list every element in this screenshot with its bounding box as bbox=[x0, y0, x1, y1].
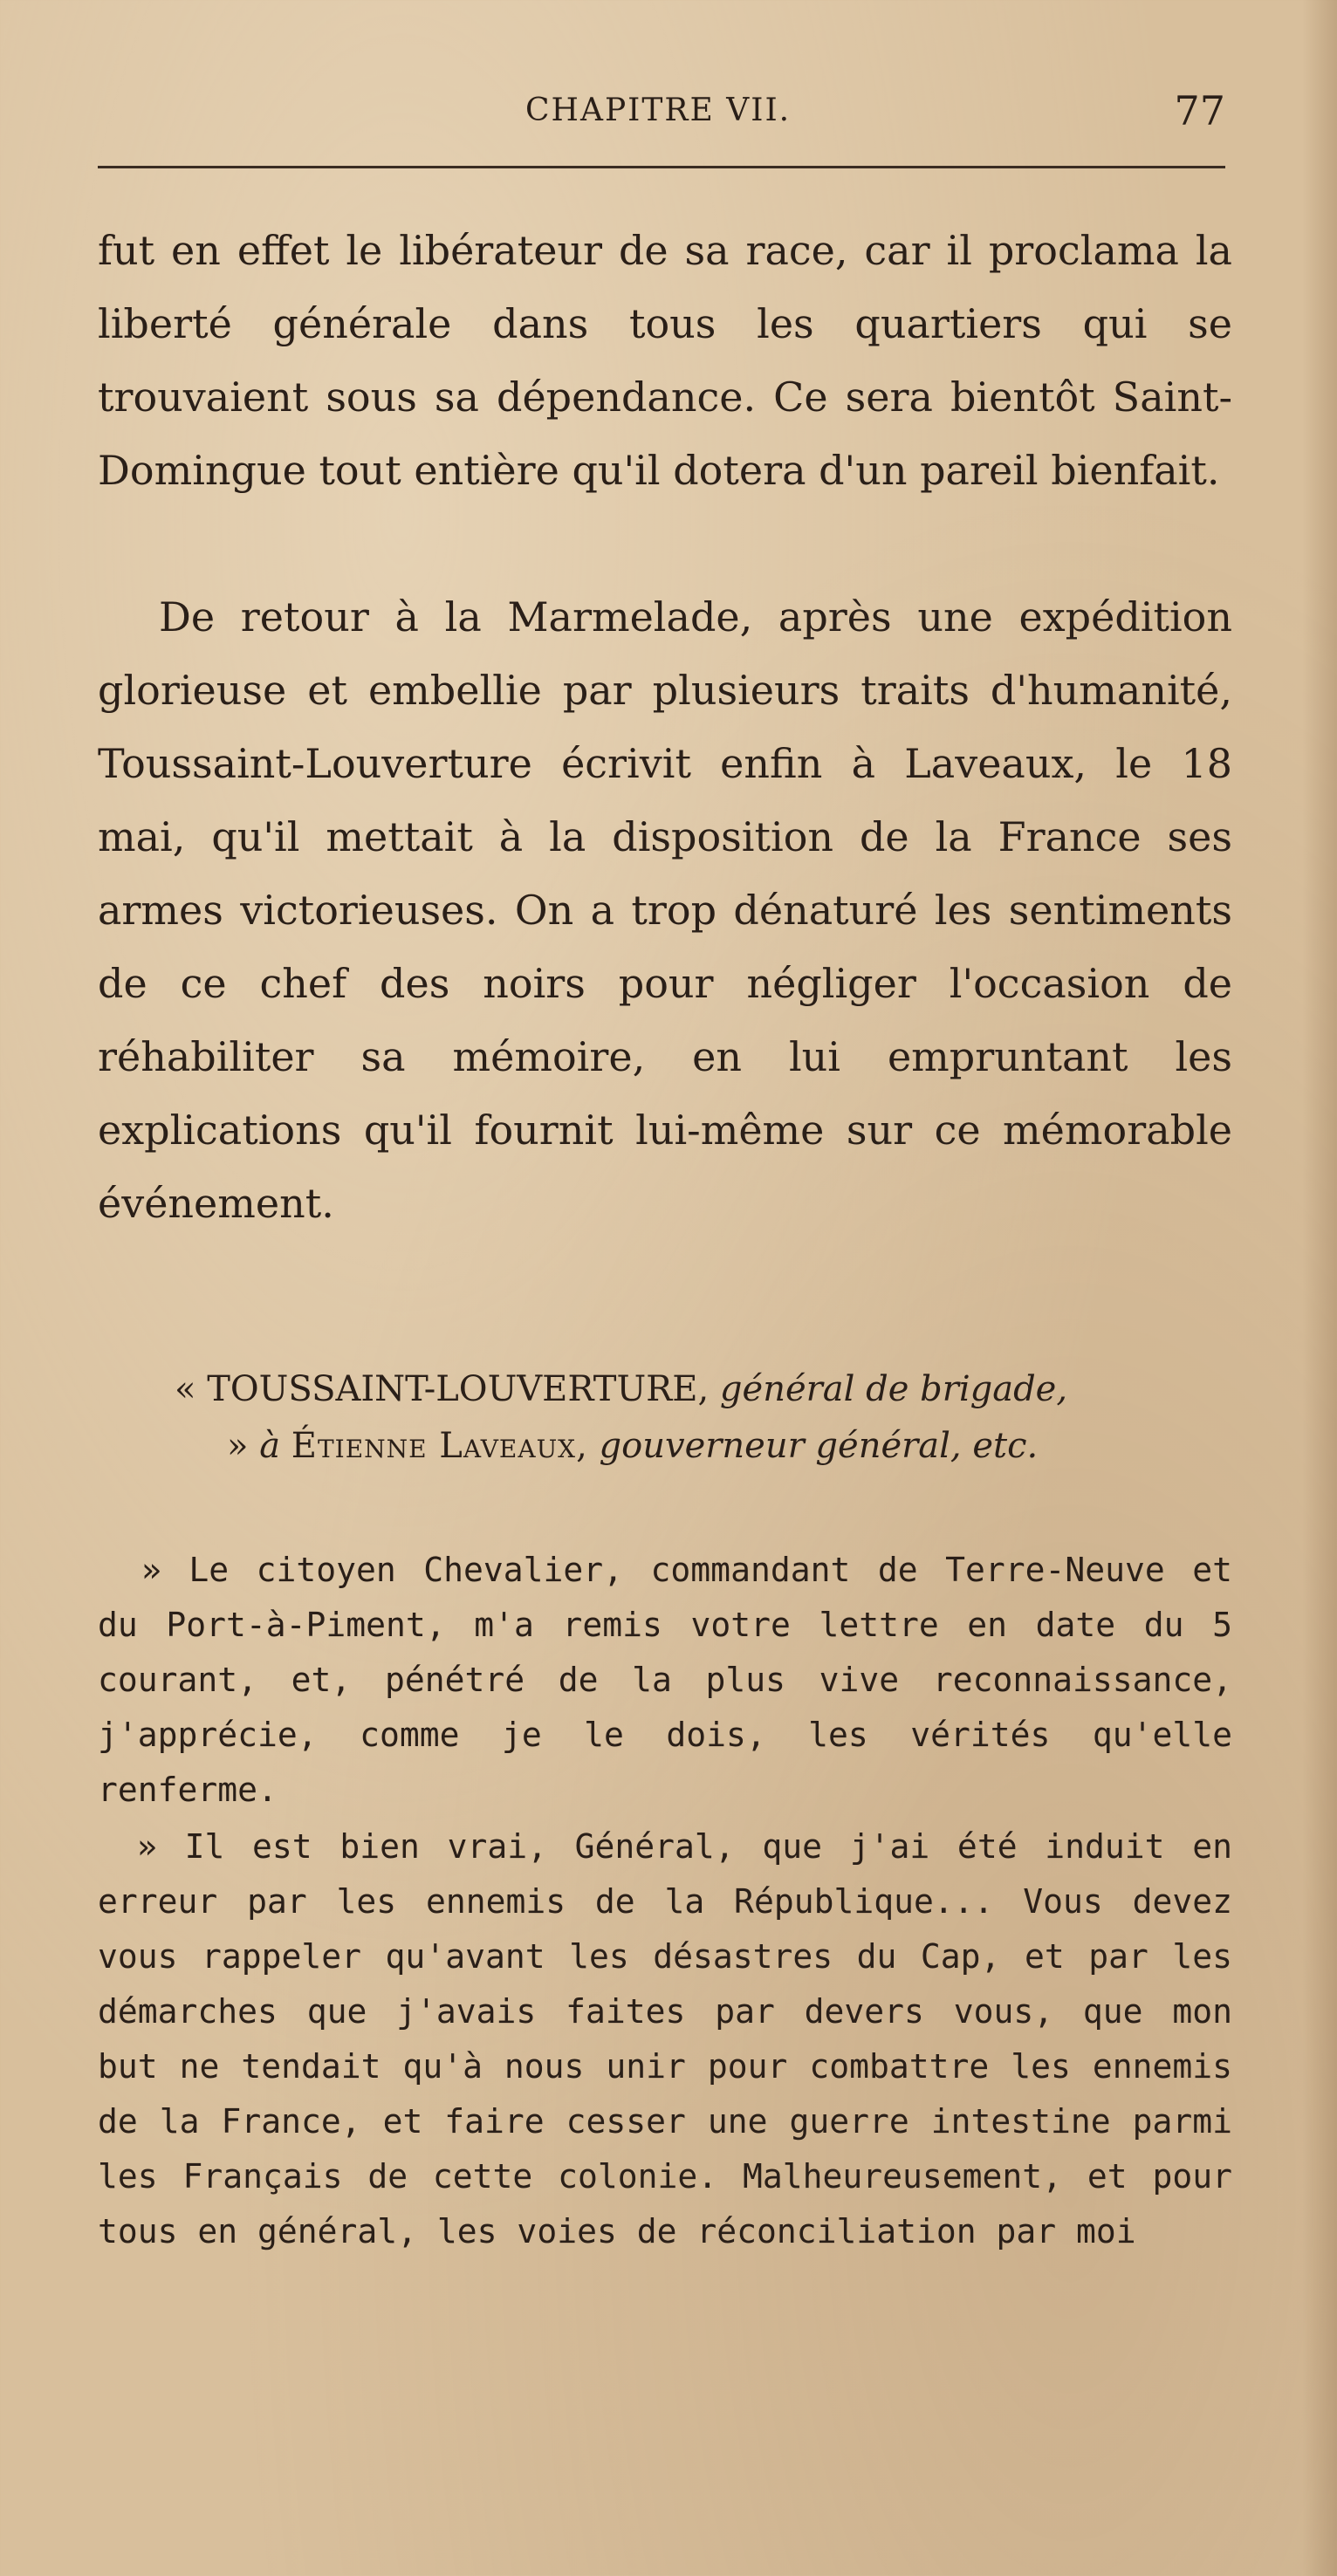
letter-paragraph-2: » Il est bien vrai, Général, que j'ai été induit en erreur par les ennemis de la République... Vous devez vous rappeler qu'avant les désastres du Cap, et par les démarches que j'avais faites par devers vous, que mon but ne tendait qu'à nous unir pour combattre les ennemis de la France, et faire cesser une guerre intestine parmi les Français de cette colonie. Malheureusement, et pour tous en général, les voies de réconciliation par moi bbox=[98, 1827, 1232, 2251]
sender-name: TOUSSAINT-LOUVERTURE, bbox=[207, 1369, 710, 1409]
letter-heading-to bbox=[98, 1418, 1337, 1474]
page-header bbox=[98, 87, 1225, 143]
continuation-quote: » bbox=[227, 1426, 249, 1466]
paragraph-2: De retour à la Marmelade, après une expédition glorieuse et embellie par plusieurs traits d'humanité, Toussaint-Louverture écrivit enfin à Laveaux, le 18 mai, qu'il mettait à la disposition de la France ses armes victorieuses. On a trop dénaturé les sentiments de ce chef des noirs pour négliger l'occasion de réhabiliter sa mémoire, en lui empruntant les explications qu'il fournit lui-même sur ce mémorable événement. bbox=[98, 593, 1232, 1227]
page-edge-shadow bbox=[1302, 0, 1337, 2576]
recipient-prefix: à bbox=[259, 1426, 281, 1466]
page-number: 77 bbox=[1174, 87, 1225, 134]
open-quote: « bbox=[175, 1369, 196, 1409]
sender-title: général de brigade, bbox=[719, 1369, 1068, 1409]
recipient-title: gouverneur général, etc. bbox=[599, 1426, 1039, 1466]
running-title: CHAPITRE VII. bbox=[525, 92, 792, 128]
paragraph-1: fut en effet le libérateur de sa race, car il proclama la liberté générale dans tous les quartiers qui se trouvaient sous sa dépendance. Ce sera bientôt Saint-Domingue tout entière qu'il dotera d'un pareil bienfait. bbox=[98, 227, 1232, 494]
letter-heading-from bbox=[98, 1361, 1300, 1417]
letter-paragraph-1: » Le citoyen Chevalier, commandant de Terre-Neuve et du Port-à-Piment, m'a remis votre lettre en date du 5 courant, et, pénétré de la plus vive reconnaissance, j'apprécie, comme je le dois, les vérités qu'elle renferme. bbox=[98, 1551, 1232, 1809]
recipient-name: Étienne Laveaux, bbox=[291, 1426, 588, 1466]
header-rule bbox=[98, 166, 1225, 168]
